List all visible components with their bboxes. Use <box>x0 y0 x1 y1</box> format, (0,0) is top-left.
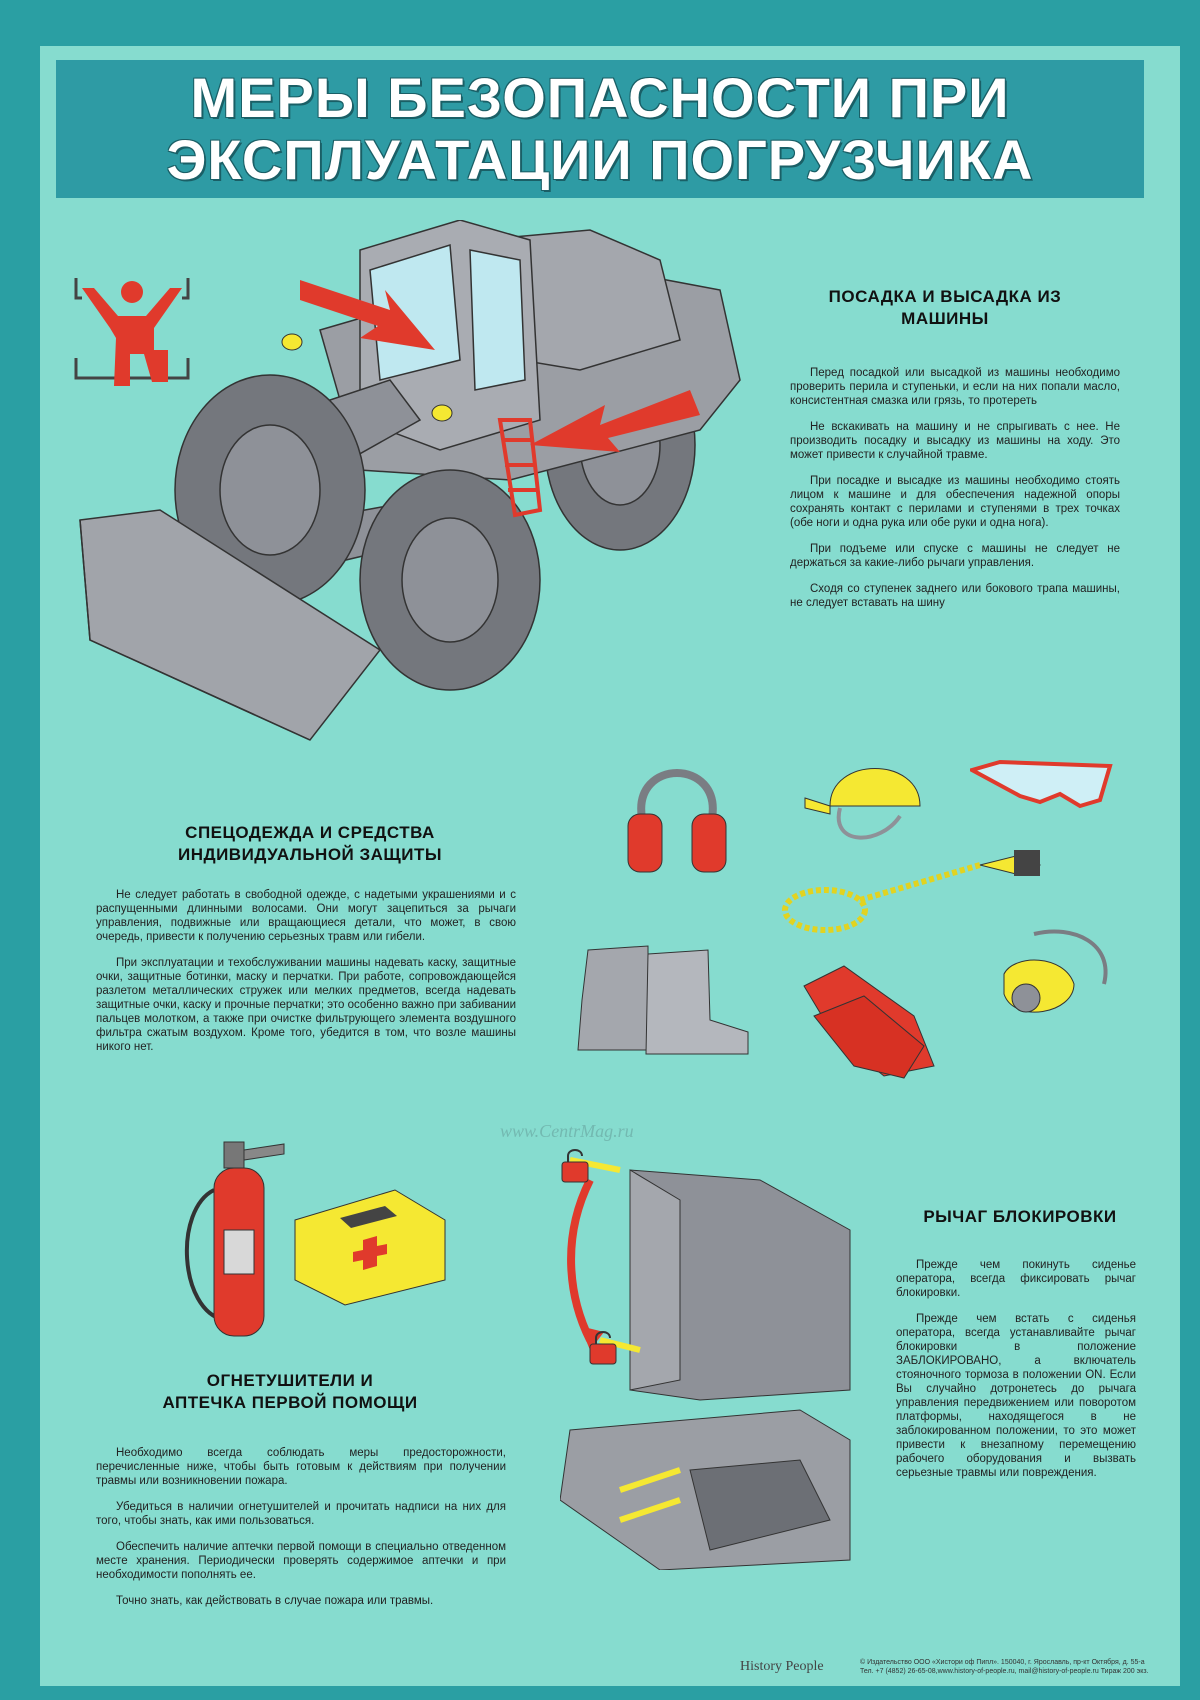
publisher-logo: History People <box>740 1659 824 1674</box>
boots-icon <box>568 940 758 1060</box>
wheel-loader-illustration <box>60 220 780 810</box>
imprint <box>860 1658 1160 1676</box>
boarding-paragraph: Не вскакивать на машину и не спрыгивать с нее. Не производить посадку и высадку из машины на ходу. Это может привести к случайной травме. <box>790 421 1120 461</box>
boarding-text <box>790 366 1120 622</box>
lock-heading: РЫЧАГ БЛОКИРОВКИ <box>923 1207 1117 1226</box>
imprint-line-1: © Издательство ООО «Хистори оф Пипл». 150040, г. Ярославль, пр-кт Октября, д. 55-а <box>860 1659 1145 1666</box>
boarding-paragraph: Перед посадкой или высадкой из машины необходимо проверить перила и ступеньки, и если на них попали масло, консистентная смазка или грязь, то протереть <box>790 367 1120 407</box>
fire-paragraph: Точно знать, как действовать в случае пожара или травмы. <box>116 1595 434 1607</box>
title-bar <box>56 60 1144 198</box>
fire-paragraph: Убедиться в наличии огнетушителей и прочитать надписи на них для того, чтобы знать, как ими пользоваться. <box>96 1501 506 1527</box>
fire-paragraph: Обеспечить наличие аптечки первой помощи в специально отведенном месте хранения. Периодически проверять содержимое аптечки и при необходимости пополнять ее. <box>96 1541 506 1581</box>
fire-heading <box>130 1370 450 1414</box>
ppe-paragraph: Не следует работать в свободной одежде, с надетыми украшениями и с распущенными длинными волосами. Они могут зацепиться за рычаги управления, подвижные или вращающиеся детали, что может, в свою очередь, привести к получению серьезных травм или гибели. <box>96 889 516 943</box>
footer <box>740 1654 1160 1688</box>
lock-paragraph: Прежде чем встать с сиденья оператора, всегда устанавливайте рычаг блокировки в положение ЗАБЛОКИРОВАНО, а включатель стояночного тормоза в положении ON. Если Вы случайно дотронетесь до рычага управления передвижением или поворотом платформы, находящегося в не заблокированном положении, то это может привести к внезапному перемещению рабочего оборудования и вызвать серьезные травмы или повреждения. <box>896 1313 1136 1479</box>
boarding-paragraph: При подъеме или спуске с машины не следует не держаться за какие-либо рычаги управления. <box>790 543 1120 569</box>
boarding-heading-line-1: ПОСАДКА И ВЫСАДКА ИЗ <box>828 287 1062 306</box>
boarding-paragraph: Сходя со ступенек заднего или бокового трапа машины, не следует вставать на шину <box>790 583 1120 609</box>
first-aid-kit-icon <box>285 1180 455 1310</box>
page-title <box>167 67 1034 191</box>
boarding-heading <box>790 286 1100 330</box>
ppe-paragraph: При эксплуатации и техобслуживании машины надевать каску, защитные очки, защитные ботинки, маску и перчатки. При работе, сопровождающейся разлетом металлических стружек или мелких предметов, всегда надевать защитные очки, каску и прочные перчатки; это особенно важно при забивании пальцев молотком, а также при очистке фильтрующего элемента воздушного фильтра сжатым воздухом. Кроме того, убедится в том, что возле машины никого нет. <box>96 957 516 1053</box>
lock-paragraph: Прежде чем покинуть сиденье оператора, всегда фиксировать рычаг блокировки. <box>896 1259 1136 1299</box>
safety-glasses-icon <box>970 756 1120 816</box>
lock-text <box>896 1258 1136 1492</box>
headphones-icon <box>622 748 732 878</box>
respirator-icon <box>994 924 1124 1034</box>
padlock-icon <box>560 1148 590 1184</box>
boarding-heading-line-2: МАШИНЫ <box>901 309 989 328</box>
ppe-heading <box>120 822 500 866</box>
ppe-text <box>96 888 516 1066</box>
fire-extinguisher-icon <box>184 1130 294 1340</box>
title-line-2: ЭКСПЛУАТАЦИИ ПОГРУЗЧИКА <box>166 128 1034 191</box>
ppe-heading-line-1: СПЕЦОДЕЖДА И СРЕДСТВА <box>185 823 435 842</box>
fire-text <box>96 1446 506 1620</box>
padlock-icon <box>588 1330 618 1366</box>
gloves-icon <box>794 956 944 1086</box>
fire-heading-line-1: ОГНЕТУШИТЕЛИ И <box>206 1371 374 1390</box>
fire-paragraph: Необходимо всегда соблюдать меры предосторожности, перечисленные ниже, чтобы быть готовым к действиям при получении травмы или возникновении пожара. <box>96 1447 506 1487</box>
boarding-paragraph: При посадке и высадке из машины необходимо стоять лицом к машине и для обеспечения надежной опоры сохранять контакт с перилами и ступенями в трех точках (обе ноги и одна рука или обе руки и одна нога). <box>790 475 1120 529</box>
fire-heading-line-2: АПТЕЧКА ПЕРВОЙ ПОМОЩИ <box>162 1393 418 1412</box>
ppe-heading-line-2: ИНДИВИДУАЛЬНОЙ ЗАЩИТЫ <box>177 845 442 864</box>
watermark: www.CentrMag.ru <box>500 1121 634 1141</box>
imprint-line-2: Тел. +7 (4852) 26-65-08,www.history-of-people.ru, mail@history-of-people.ru Тираж 200 экз. <box>860 1668 1149 1675</box>
title-line-1: МЕРЫ БЕЗОПАСНОСТИ ПРИ <box>190 66 1010 129</box>
